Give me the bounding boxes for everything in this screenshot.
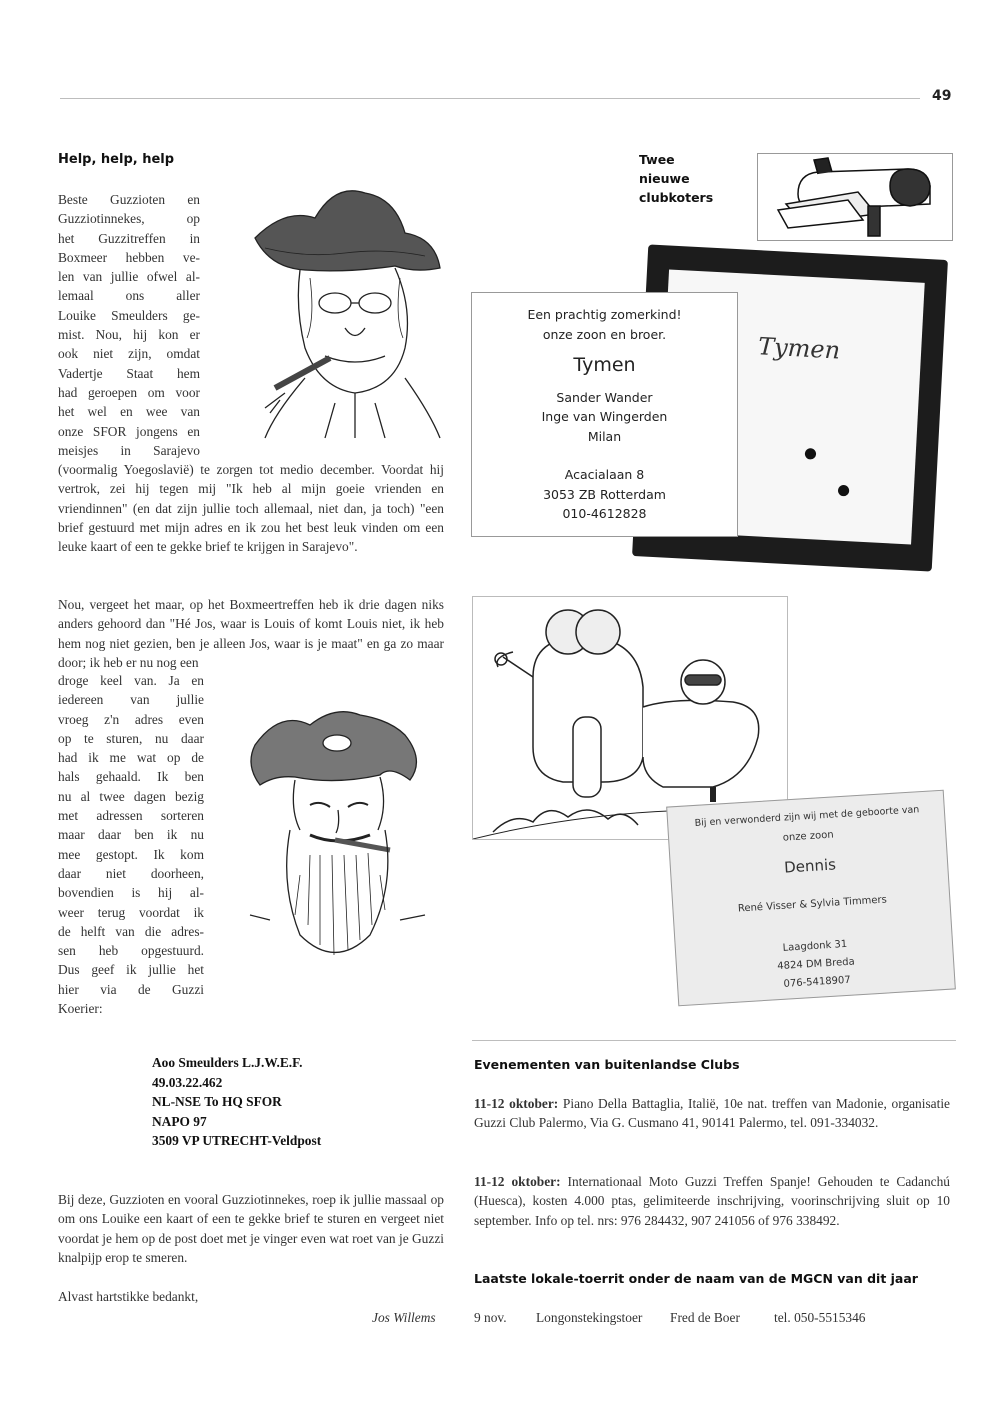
text-line: op te sturen, nu daar bbox=[58, 730, 204, 746]
text-line: ook niet zijn, omdat bbox=[58, 346, 200, 362]
event-item bbox=[474, 1172, 950, 1230]
text-line: iedereen van jullie bbox=[58, 692, 204, 708]
article-title: Help, help, help bbox=[58, 152, 175, 167]
card-line: Inge van Wingerden bbox=[541, 409, 668, 424]
text-line: Dus geef ik jullie het bbox=[58, 962, 204, 978]
text-line: bovendien is hij al- bbox=[58, 885, 204, 901]
text-line: maar daar ben ik nu bbox=[58, 827, 204, 843]
article-para2-wrapped bbox=[58, 671, 204, 1018]
text-line: met adressen sorteren bbox=[58, 808, 204, 824]
text-line: Louike Smeulders ge- bbox=[58, 307, 200, 323]
article-para3: Bij deze, Guzzioten en vooral Guzziotinnekes, roep ik jullie massaal op om ons Louike een kaart of een te gekke brief te sturen en vergeet niet voordat je hem op de post doet met je vinger even wat roet van je Guzzi knalpijp erop te smeren. bbox=[58, 1192, 444, 1265]
caricature-bearded-cowboy-image bbox=[240, 705, 430, 973]
card-line: Laagdonk 31 bbox=[782, 938, 848, 954]
text-line: Koerier: bbox=[58, 1001, 103, 1017]
card-line: onze zoon bbox=[782, 829, 834, 844]
title-line: nieuwe bbox=[639, 171, 690, 186]
address-line: Aoo Smeulders L.J.W.E.F. bbox=[152, 1055, 303, 1070]
text-line: vroeg z'n adres even bbox=[58, 711, 204, 727]
text-line: het wel en wee van bbox=[58, 404, 200, 420]
address-line: 49.03.22.462 bbox=[152, 1074, 223, 1090]
page-number: 49 bbox=[932, 88, 952, 104]
dennis-card bbox=[666, 790, 956, 1007]
card-line: onze zoon en broer. bbox=[542, 326, 667, 342]
text-line: hals gehaald. Ik ben bbox=[58, 769, 204, 785]
text-line: meisjes in Sarajevo bbox=[58, 442, 200, 458]
clubkoters-title bbox=[639, 150, 713, 207]
text-line: droge keel van. Ja en bbox=[58, 673, 204, 688]
event-item bbox=[474, 1094, 950, 1133]
closing-text: Alvast hartstikke bedankt, bbox=[58, 1289, 199, 1304]
event-date: 11-12 oktober: bbox=[474, 1174, 561, 1189]
text-line: len van jullie ofwel al- bbox=[58, 269, 200, 285]
header-rule bbox=[60, 98, 920, 99]
text-line: Boxmeer hebben ve- bbox=[58, 249, 200, 265]
text-line: nu al twee dagen bezig bbox=[58, 788, 204, 804]
card-line: 076-5418907 bbox=[783, 974, 852, 990]
toerrit-date: 9 nov. bbox=[474, 1310, 507, 1325]
card-line: René Visser & Sylvia Timmers bbox=[737, 894, 888, 915]
title-line: clubkoters bbox=[639, 190, 714, 205]
toerrit-row bbox=[474, 1308, 950, 1328]
mailbox-image bbox=[757, 153, 953, 241]
address-block bbox=[152, 1053, 321, 1151]
text-line: onze SFOR jongens en bbox=[58, 423, 200, 439]
text-line: daar niet doorheen, bbox=[58, 865, 204, 881]
baby-feet-icon: ● bbox=[801, 437, 820, 468]
text-line: sen heb opgestuurd. bbox=[58, 943, 204, 959]
toerrit-tel: tel. 050-5515346 bbox=[774, 1310, 866, 1325]
text-line: mee gestopt. Ik kom bbox=[58, 846, 204, 862]
card-line: Bij en verwonderd zijn wij met de geboorte van bbox=[694, 804, 920, 829]
events-rule bbox=[472, 1040, 956, 1041]
event-text: Internationaal Moto Guzzi Treffen Spanje! Gehouden te Cadanchú (Huesca), kosten 4.000 ptas, gelimiteerde inschrijving, voorinschrijving sluit op 10 september. Info op tel. nrs: 976 284432, 907 241056 of 976 338492. bbox=[474, 1174, 950, 1228]
title-line: Twee bbox=[639, 152, 675, 167]
text-line: mist. Nou, hij kon er bbox=[58, 327, 200, 343]
text-line: Vadertje Staat hem bbox=[58, 365, 200, 381]
text-line: Guzziotinnekes, op bbox=[58, 211, 200, 227]
article-para2: Nou, vergeet het maar, op het Boxmeertreffen heb ik drie dagen niks anders gehoord dan "Hé Jos, waar is Louis of komt Louis niet, ik heb hem nog niet gezien, ben je alleen Jos, waar is je maat" en ga zo maar door; ik heb er nu nog een bbox=[58, 597, 444, 670]
address-line: NAPO 97 bbox=[152, 1113, 207, 1129]
card-script-name: Tymen bbox=[757, 332, 841, 365]
card-line: Milan bbox=[587, 428, 622, 444]
baby-feet-icon: ● bbox=[835, 474, 853, 505]
events-title: Evenementen van buitenlandse Clubs bbox=[474, 1057, 740, 1072]
text-line: hier via de Guzzi bbox=[58, 981, 204, 997]
tymen-card bbox=[471, 292, 738, 537]
text-line: de helft van die adres- bbox=[58, 923, 204, 939]
address-line: NL-NSE To HQ SFOR bbox=[152, 1094, 282, 1109]
event-date: 11-12 oktober: bbox=[474, 1096, 559, 1111]
card-line: Sander Wander bbox=[556, 389, 653, 405]
card-line: 4824 DM Breda bbox=[777, 956, 856, 973]
article-para1-wrapped bbox=[58, 190, 200, 460]
text-line: weer terug voordat ik bbox=[58, 904, 204, 920]
address-line: 3509 VP UTRECHT-Veldpost bbox=[152, 1133, 322, 1148]
article-para1-continued: (voormalig Yoegoslavië) te zorgen tot medio december. Voordat hij vertrok, zei hij tegen mij "Ik heb al mijn goeie vrienden en vriendinnen" (en dat zijn jullie toch allemaal, niet dan, ja toch) "een brief gestuurd met mijn adres en ik zou het best leuk vinden om een leuke kaart of een te gekke brief te krijgen in Sarajevo". bbox=[58, 462, 444, 555]
card-line: 3053 ZB Rotterdam bbox=[543, 486, 666, 502]
event-text: Piano Della Battaglia, Italië, 10e nat. treffen van Madonie, organisatie Guzzi Club Palermo, Via G. Cusmano 41, 90141 Palermo, tel. 091-334032. bbox=[474, 1096, 950, 1131]
card-line: Een prachtig zomerkind! bbox=[527, 307, 682, 322]
card-baby-name: Tymen bbox=[573, 354, 636, 376]
card-line: Acacialaan 8 bbox=[564, 467, 645, 482]
toerrit-person: Fred de Boer bbox=[670, 1310, 740, 1325]
text-line: Beste Guzzioten en bbox=[58, 192, 200, 207]
signature: Jos Willems bbox=[372, 1310, 436, 1325]
text-line: het Guzzitreffen in bbox=[58, 230, 200, 246]
text-line: had ik me wat op de bbox=[58, 750, 204, 766]
toerrit-title: Laatste lokale-toerrit onder de naam van de MGCN van dit jaar bbox=[474, 1271, 918, 1286]
toerrit-name: Longonstekingstoer bbox=[536, 1310, 643, 1325]
card-line: 010-4612828 bbox=[562, 506, 647, 521]
caricature-cowboy-cigar-image bbox=[245, 178, 445, 440]
card-baby-name: Dennis bbox=[783, 855, 837, 877]
text-line: lemaal ons aller bbox=[58, 288, 200, 304]
text-line: had geroepen om voor bbox=[58, 384, 200, 400]
